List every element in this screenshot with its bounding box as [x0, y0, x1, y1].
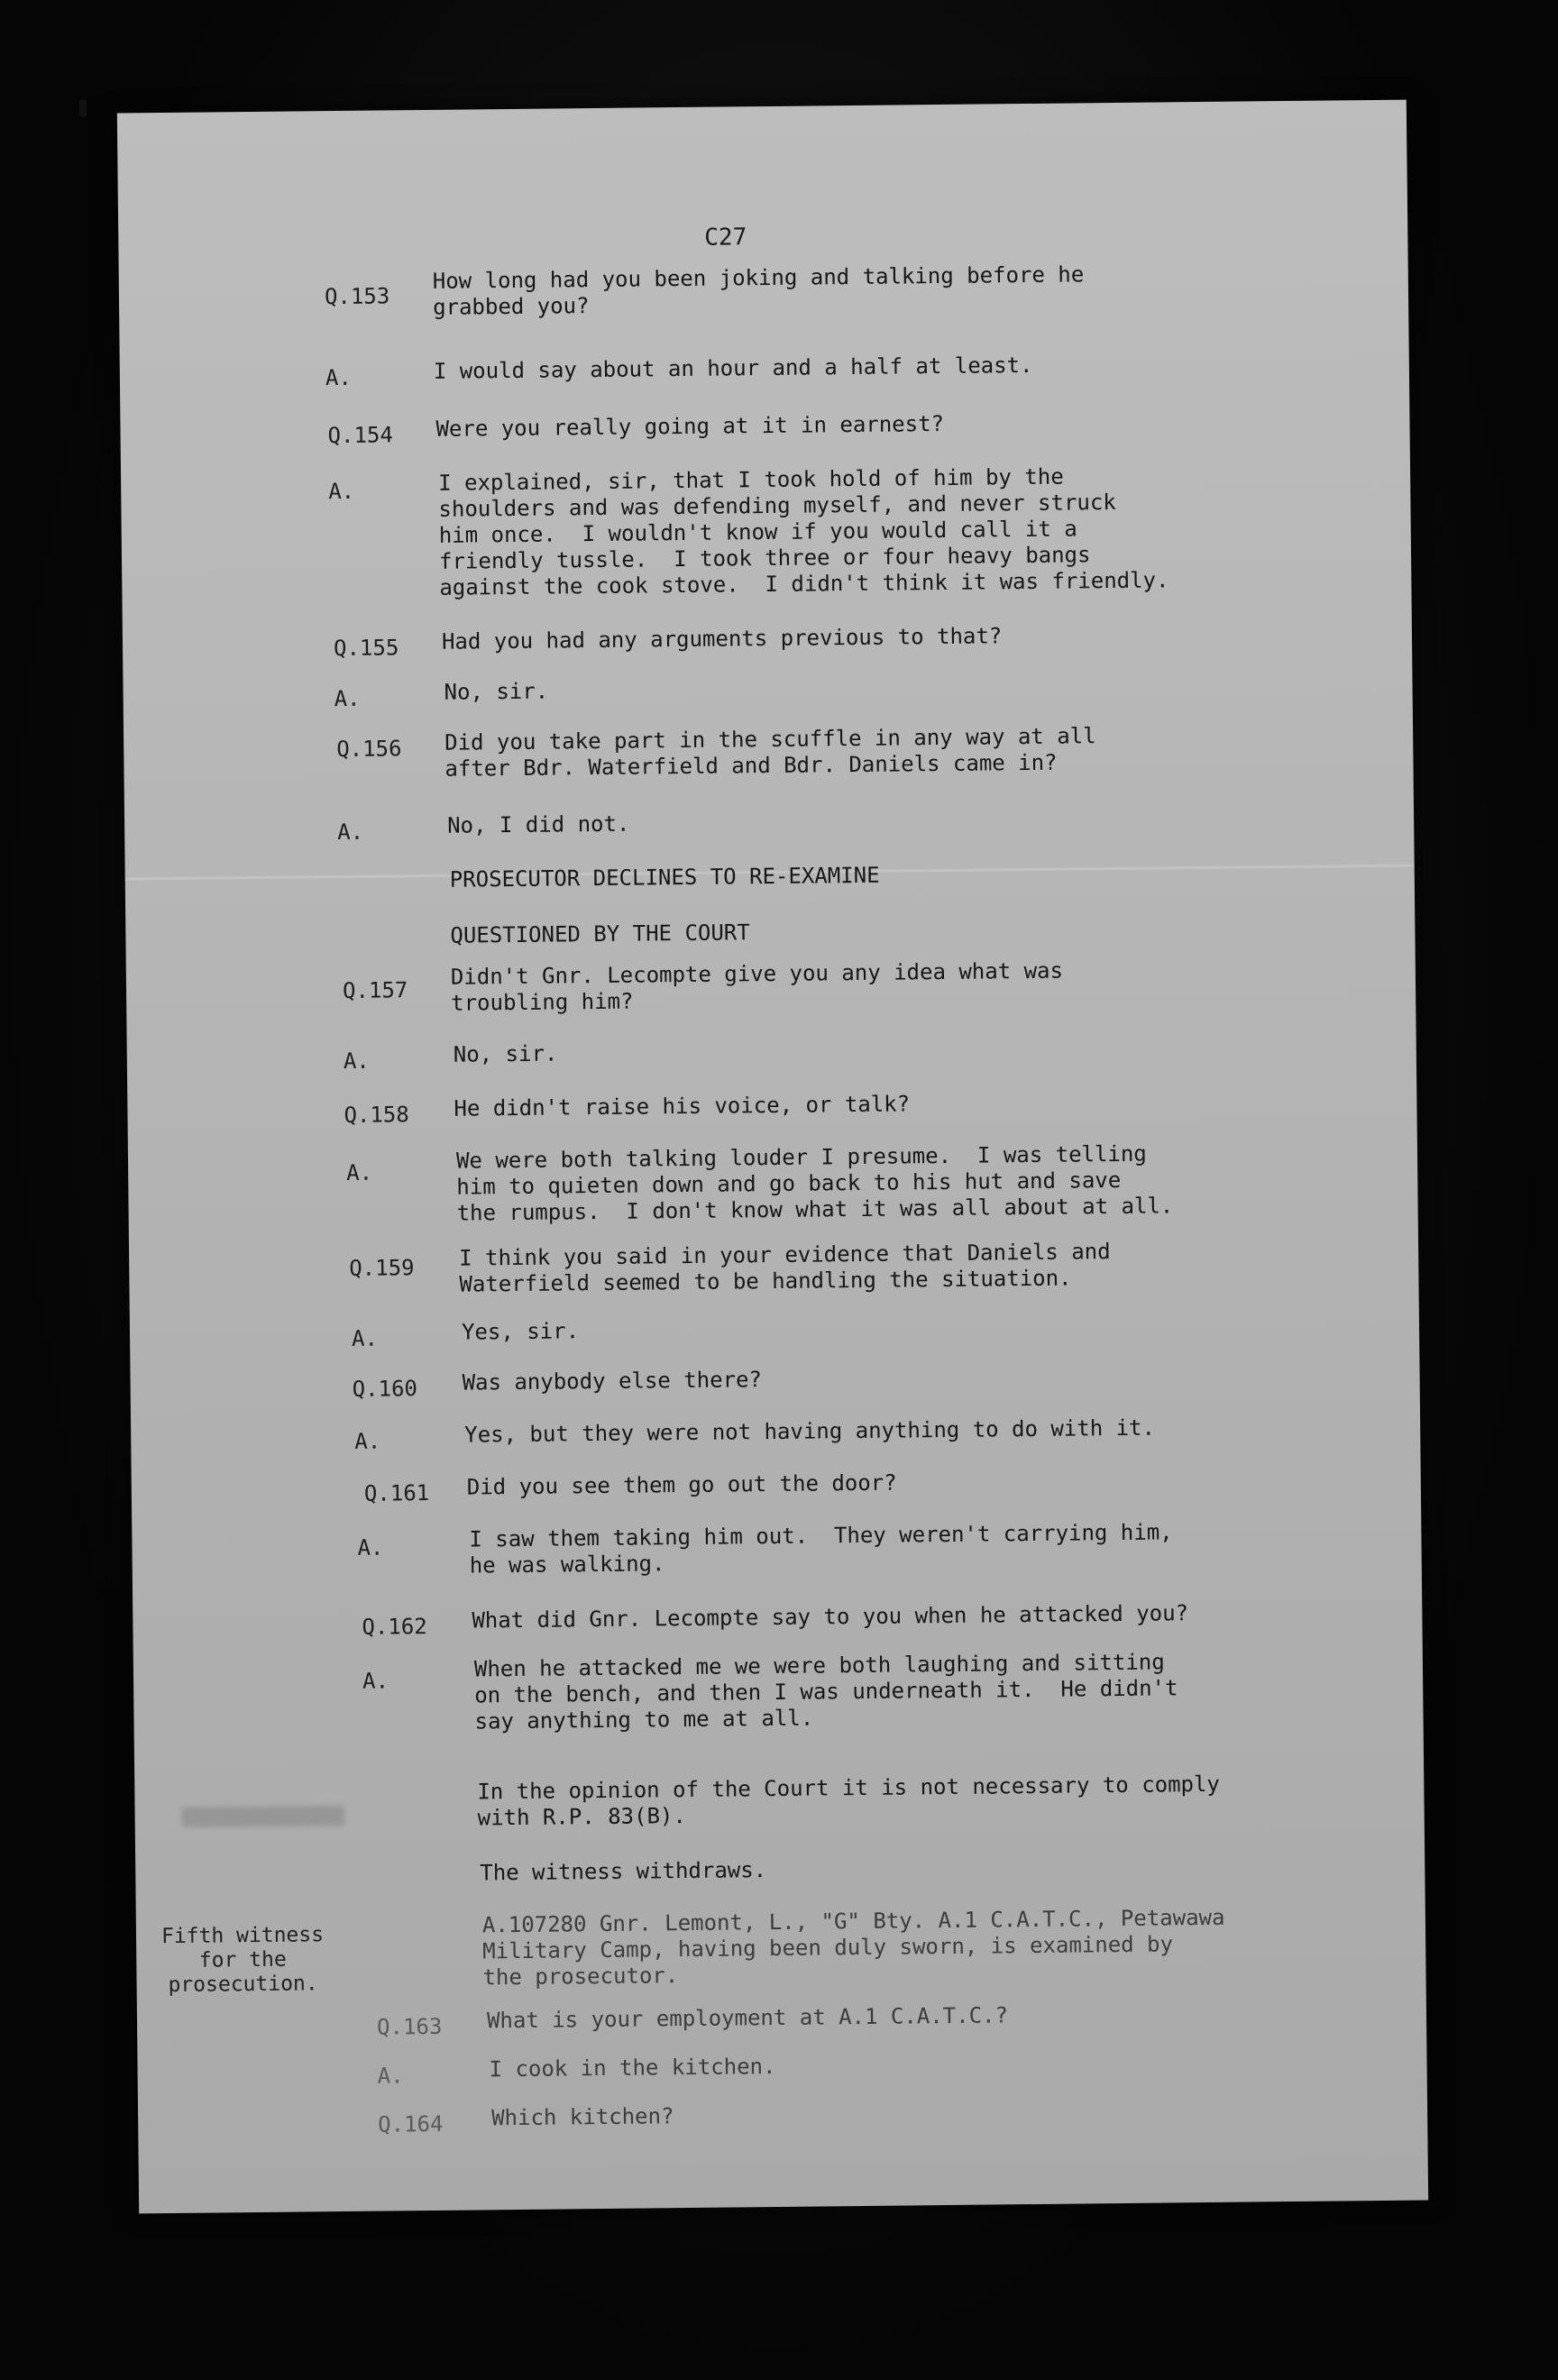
question-label: Q.164 [378, 2110, 444, 2137]
answer-label: A. [328, 478, 355, 505]
question-label: Q.159 [349, 1255, 415, 1281]
question-text: Did you take part in the scuffle in any way at all after Bdr. Waterfield and Bdr. Daniels came in? [444, 723, 1096, 782]
answer-label: A. [354, 1428, 381, 1454]
question-label: Q.162 [362, 1614, 427, 1640]
question-label: Q.158 [344, 1102, 409, 1128]
answer-label: A. [343, 1048, 370, 1074]
question-text: What did Gnr. Lecompte say to you when he attacked you? [472, 1600, 1189, 1634]
answer-text: Yes, sir. [461, 1318, 580, 1345]
answer-label: A. [325, 364, 352, 391]
answer-text: I saw them taking him out. They weren't carrying him, he was walking. [469, 1519, 1173, 1579]
punch-mark [79, 99, 87, 117]
question-label: Q.160 [352, 1376, 418, 1402]
answer-label: A. [346, 1159, 373, 1185]
answer-text: We were both talking louder I presume. I was telling him to quieten down and go back to his hut and save the rumpus. I don't know what it was all about at all. [455, 1140, 1174, 1226]
question-label: Q.161 [363, 1480, 430, 1506]
opinion-text: In the opinion of the Court it is not necessary to comply with R.P. 83(B). [477, 1771, 1221, 1831]
question-text: I think you said in your evidence that Daniels and Waterfield seemed to be handling the situation. [459, 1239, 1111, 1297]
prosecutor-heading: PROSECUTOR DECLINES TO RE-EXAMINE [449, 862, 880, 892]
fifth-witness-note: Fifth witness for the prosecution. [160, 1923, 325, 1998]
answer-label: A. [351, 1325, 379, 1351]
answer-text: I cook in the kitchen. [489, 2054, 776, 2082]
question-text: Had you had any arguments previous to that? [441, 623, 1003, 654]
question-label: Q.154 [327, 422, 393, 449]
court-heading: QUESTIONED BY THE COURT [450, 920, 750, 948]
answer-label: A. [357, 1534, 384, 1561]
answer-label: A. [362, 1668, 390, 1694]
answer-text: Yes, but they were not having anything to do with it. [464, 1414, 1156, 1448]
question-text: He didn't raise his voice, or talk? [454, 1091, 911, 1121]
question-label: Q.163 [376, 2013, 443, 2040]
question-label: Q.156 [336, 736, 402, 763]
question-text: Which kitchen? [491, 2103, 674, 2131]
answer-text: No, sir. [444, 678, 549, 705]
witness-withdraws: The witness withdraws. [480, 1857, 767, 1886]
answer-text: I would say about an hour and a half at least. [433, 352, 1033, 384]
question-text: Didn't Gnr. Lecompte give you any idea what was troubling him? [450, 957, 1064, 1016]
fifth-witness-text: A.107280 Gnr. Lemont, L., "G" Bty. A.1 C.A.T.C., Petawawa Military Camp, having been duly sworn, is examined by the prosecutor. [481, 1904, 1225, 1991]
answer-label: A. [337, 819, 364, 846]
document-page [117, 100, 1428, 2214]
question-text: What is your employment at A.1 C.A.T.C.? [486, 2002, 1009, 2034]
answer-text: No, sir. [453, 1040, 558, 1067]
question-text: Was anybody else there? [462, 1367, 763, 1396]
question-label: Q.155 [333, 635, 399, 662]
question-label: Q.157 [342, 977, 408, 1003]
question-text: How long had you been joking and talking before he grabbed you? [432, 261, 1085, 320]
question-label: Q.153 [324, 283, 390, 310]
question-text: Did you see them go out the door? [466, 1469, 897, 1500]
answer-text: When he attacked me we were both laughing and sitting on the bench, and then I was underneath it. He didn't say anything to me at all. [473, 1649, 1178, 1735]
answer-text: I explained, sir, that I took hold of him by the shoulders and was defending myself, and never struck him once. I wouldn't know if you would call it a friendly tussle. I took three or four heavy bangs against the cook stove. I didn't think it was friendly. [438, 463, 1169, 600]
answer-label: A. [377, 2063, 404, 2089]
answer-label: A. [334, 685, 361, 712]
answer-text: No, I did not. [446, 810, 630, 838]
faded-margin-note [182, 1806, 344, 1827]
page-code: C27 [704, 224, 747, 252]
question-text: Were you really going at it in earnest? [435, 410, 945, 442]
